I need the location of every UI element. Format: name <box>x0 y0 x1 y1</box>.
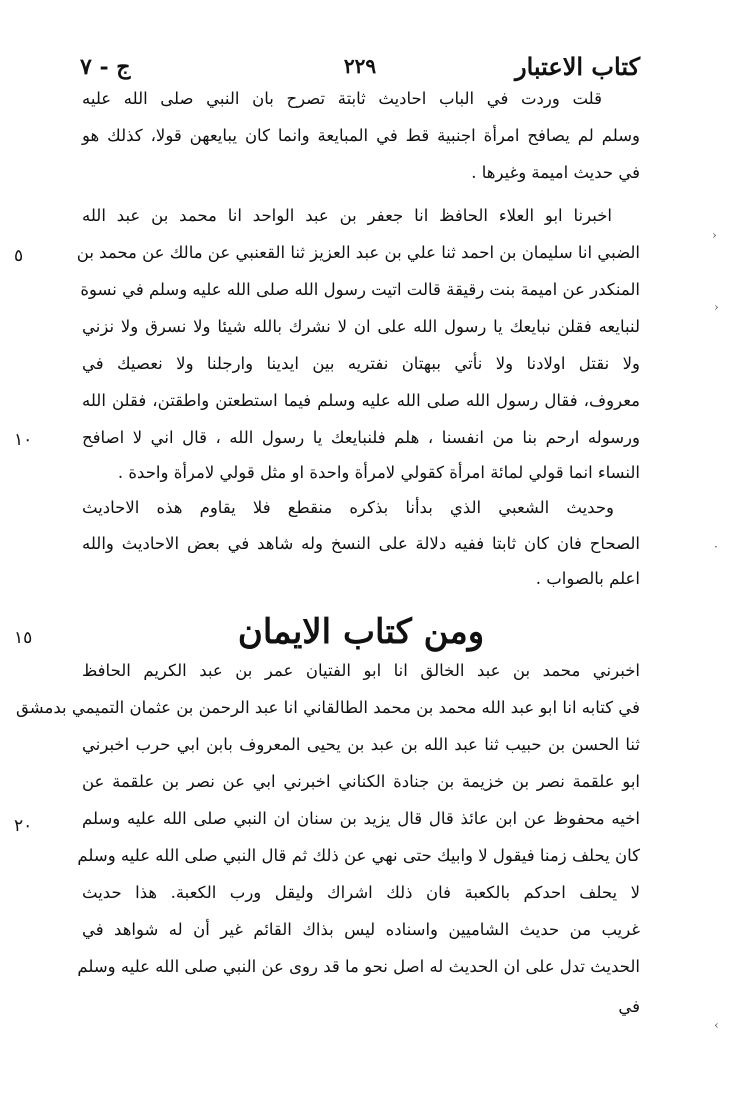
page-header <box>80 52 640 86</box>
catchword: في <box>618 997 640 1016</box>
text-line: لنبايعه فقلن نبايعك يا رسول الله على ان لا نشرك بالله شيئا ولا نسرق ولا نزني <box>82 317 640 336</box>
text-line: معروف، فقال رسول الله صلى الله عليه وسلم فيما استطعتن واطقتن، فقلن الله <box>82 391 640 410</box>
text-line: غريب من حديث الشاميين واسناده ليس بذاك القائم غير أن له شواهد في <box>82 920 640 939</box>
volume-number: ج - ٧ <box>80 54 131 80</box>
text-line: اخبرني محمد بن عبد الخالق انا ابو الفتيان عمر بن عبد الكريم الحافظ <box>82 661 640 680</box>
text-line: ثنا الحسن بن حبيب ثنا عبد الله بن عبد بن يحيى المعروف بابن ابي حرب اخبرني <box>82 735 640 754</box>
running-title: كتاب الاعتبار <box>515 52 640 81</box>
text-line: وحديث الشعبي الذي بدأنا بذكره منقطع فلا يقاوم هذه الاحاديث <box>82 498 614 517</box>
text-line: وسلم لم يصافح امرأة اجنبية قط في المبايعة وانما كان يبايعهن قولا، كذلك هو <box>82 126 640 145</box>
text-line: لا يحلف احدكم بالكعبة فان ذلك اشراك وليقل ورب الكعبة. هذا حديث <box>82 883 640 902</box>
margin-line-number-5: ٥ <box>14 246 24 266</box>
text-line: ورسوله ارحم بنا من انفسنا ، هلم فلنبايعك يا رسول الله ، قال اني لا اصافح <box>82 428 640 447</box>
margin-line-number-15: ١٥ <box>14 628 33 648</box>
margin-line-number-10: ١٠ <box>14 430 33 450</box>
text-line: قلت وردت في الباب احاديث ثابتة تصرح بان النبي صلى الله عليه <box>82 89 602 108</box>
margin-tick-mark: › <box>714 300 719 314</box>
text-line: في كتابه انا ابو عبد الله محمد بن محمد الطالقاني انا عبد الرحمن بن عثمان التميمي بدمشق <box>16 698 640 717</box>
page-number: ٢٢٩ <box>343 54 377 78</box>
margin-line-number-20: ٢٠ <box>14 816 33 836</box>
text-line: الضبي انا سليمان بن احمد ثنا علي بن عبد العزيز ثنا القعنبي عن مالك عن محمد بن <box>76 243 640 262</box>
text-line: اخيه محفوظ عن ابن عائذ قال قال يزيد بن سنان ان النبي صلى الله عليه وسلم <box>82 809 640 828</box>
text-line: اخبرنا ابو العلاء الحافظ انا جعفر بن عبد الواحد انا محمد بن عبد الله <box>82 206 612 225</box>
text-line: كان يحلف زمنا فيقول لا وابيك حتى نهي عن ذلك ثم قال النبي صلى الله عليه وسلم <box>77 846 640 865</box>
margin-tick-mark: · <box>714 540 718 554</box>
margin-tick-mark: › <box>712 228 717 242</box>
text-line: المنكدر عن اميمة بنت رقيقة قالت اتيت رسول الله صلى الله عليه وسلم في نسوة <box>80 280 640 299</box>
text-line: اعلم بالصواب . <box>535 569 640 588</box>
text-line: الحديث تدل على ان الحديث له اصل نحو ما قد روى عن النبي صلى الله عليه وسلم <box>77 957 640 976</box>
margin-tick-mark: ‹ <box>714 1018 719 1032</box>
text-line: النساء انما قولي لمائة امرأة كقولي لامرأة واحدة او مثل قولي لامرأة واحدة . <box>117 463 640 482</box>
text-line: في حديث اميمة وغيرها . <box>471 163 640 182</box>
section-heading: ومن كتاب الايمان <box>237 612 485 652</box>
text-line: ولا نقتل اولادنا ولا نأتي ببهتان نفتريه بين ايدينا وارجلنا ولا نعصيك في <box>82 354 640 373</box>
text-line: الصحاح فان كان ثابتا ففيه دلالة على النسخ وله شاهد في بعض الاحاديث والله <box>82 534 640 553</box>
text-line: ابو علقمة نصر بن خزيمة بن جنادة الكناني اخبرني ابي عن نصر بن علقمة عن <box>82 772 640 791</box>
